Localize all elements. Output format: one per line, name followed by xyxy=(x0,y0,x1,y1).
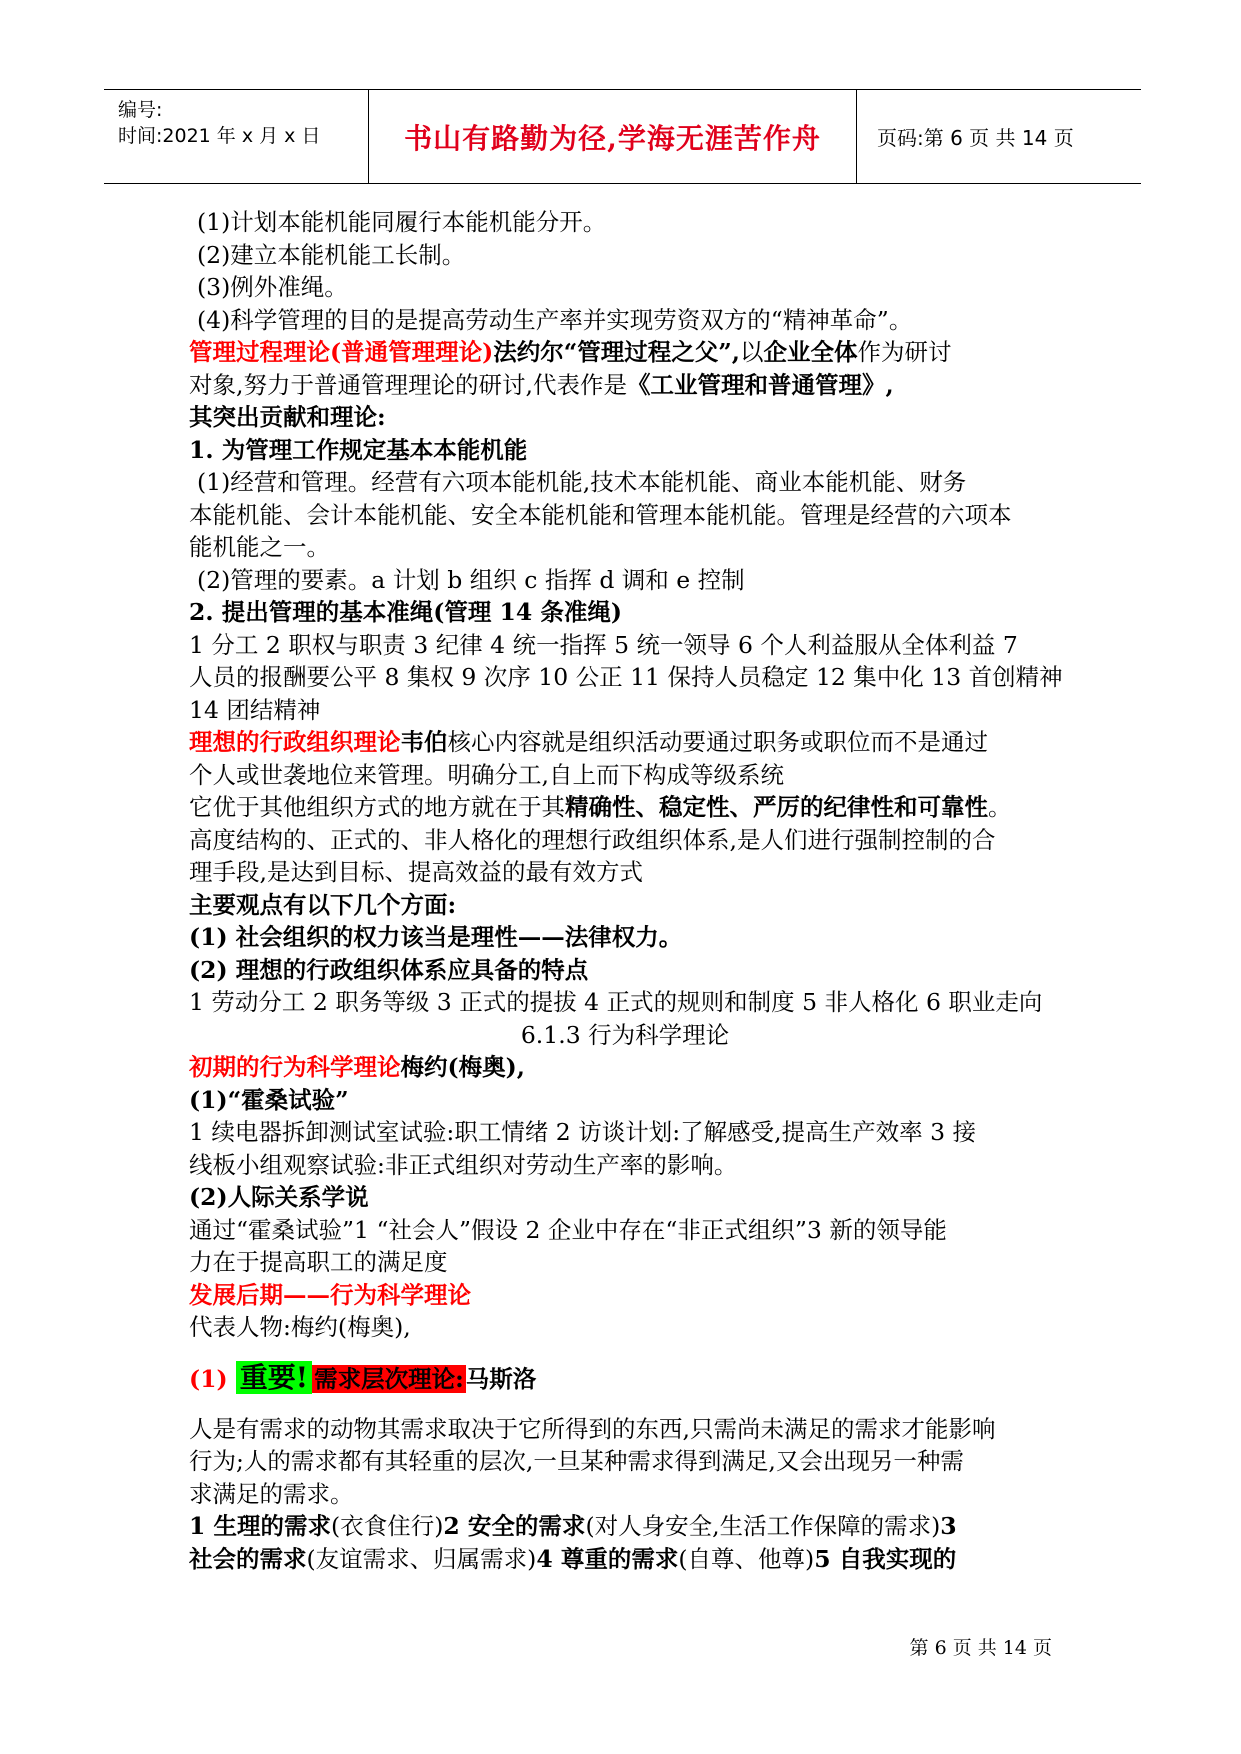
text-span: 它优于其他组织方式的地方就在于其 xyxy=(189,793,565,821)
header-meta-cell xyxy=(104,90,369,183)
spacer xyxy=(189,1344,1061,1358)
text-line xyxy=(189,1510,1061,1543)
text-line: (2)管理的要素。a 计划 b 组织 c 指挥 d 调和 e 控制 xyxy=(197,565,745,594)
text-line: 1 劳动分工 2 职务等级 3 正式的提拔 4 正式的规则和制度 5 非人格化 6 职业走向 xyxy=(189,988,1043,1016)
bold-text: 企业全体 xyxy=(763,338,858,366)
page-footer: 第 6 页 共 14 页 xyxy=(909,1637,1052,1659)
text-span: (对人身安全,生活工作保障的需求) xyxy=(585,1512,941,1540)
section-heading-early-behavioral xyxy=(189,1051,1061,1084)
text-line: 1 分工 2 职权与职责 3 纪律 4 统一指挥 5 统一领导 6 个人利益服从全体利益 7 xyxy=(189,630,1018,659)
section-heading-bureaucracy xyxy=(189,726,1061,759)
red-heading: 管理过程理论(普通管理理论) xyxy=(189,338,494,366)
bold-line: (2) 理想的行政组织体系应具备的特点 xyxy=(189,955,589,984)
bold-text: 法约尔“管理过程之父”, xyxy=(493,338,740,366)
bold-line: 1. 为管理工作规定基本本能机能 xyxy=(189,435,528,464)
text-line: 人员的报酬要公平 8 集权 9 次序 10 公正 11 保持人员稳定 12 集中化 13 首创精神 xyxy=(189,663,1063,691)
red-heading-line: 发展后期——行为科学理论 xyxy=(189,1280,471,1309)
text-line xyxy=(189,791,1061,824)
header-motto-cell xyxy=(369,90,857,183)
text-line: 人是有需求的动物其需求取决于它所得到的东西,只需尚未满足的需求才能影响 xyxy=(189,1414,996,1443)
text-line: 个人或世袭地位来管理。明确分工,自上而下构成等级系统 xyxy=(189,760,784,789)
text-line xyxy=(189,1543,1061,1576)
bold-line: (2)人际关系学说 xyxy=(189,1183,369,1211)
page-header xyxy=(104,89,1141,184)
header-page-number: 页码:第 6 页 共 14 页 xyxy=(877,126,1074,150)
text-span: (衣食住行) xyxy=(331,1512,444,1540)
text-span: (友谊需求、归属需求) xyxy=(306,1544,537,1573)
text-line xyxy=(189,369,1061,402)
text-line: 1 续电器拆卸测试室试验:职工情绪 2 访谈计划:了解感受,提高生产效率 3 接 xyxy=(189,1118,977,1146)
highlighted-heading-maslow xyxy=(189,1358,1061,1399)
text-line: 行为;人的需求都有其轻重的层次,一旦某种需求得到满足,又会出现另一种需 xyxy=(189,1447,964,1475)
bold-text: 《工业管理和普通管理》, xyxy=(626,370,894,399)
bold-text: 1 生理的需求 xyxy=(189,1512,332,1540)
bold-text: 马斯洛 xyxy=(465,1364,537,1393)
bold-text: 3 xyxy=(940,1512,957,1540)
text-line: 力在于提高职工的满足度 xyxy=(189,1248,448,1276)
bold-text: 韦伯 xyxy=(400,728,448,756)
bold-text: 社会的需求 xyxy=(189,1544,307,1573)
text-line: 通过“霍桑试验”1 “社会人”假设 2 企业中存在“非正式组织”3 新的领导能 xyxy=(189,1215,947,1244)
bold-text: 2 安全的需求 xyxy=(443,1512,586,1540)
text-line: (1)计划本能机能同履行本能机能分开。 xyxy=(197,208,607,236)
text-span: (自尊、他尊) xyxy=(678,1544,815,1573)
green-highlight: 重要! xyxy=(236,1361,312,1394)
bold-line: (1)“霍桑试验” xyxy=(189,1085,349,1114)
bold-line: 其突出贡献和理论: xyxy=(189,403,386,431)
text-line: 14 团结精神 xyxy=(189,695,321,724)
text-line: 理手段,是达到目标、提高效益的最有效方式 xyxy=(189,858,643,886)
text-line: (3)例外准绳。 xyxy=(197,273,348,301)
header-motto: 书山有路勤为径,学海无涯苦作舟 xyxy=(404,121,821,155)
bold-line: 2. 提出管理的基本准绳(管理 14 条准绳) xyxy=(189,598,623,626)
text-span: 作为研讨 xyxy=(857,338,952,366)
subsection-title: 6.1.3 行为科学理论 xyxy=(520,1020,730,1049)
text-line: (2)建立本能机能工长制。 xyxy=(197,240,466,269)
text-line: 能机能之一。 xyxy=(189,533,330,561)
section-heading-management-process xyxy=(189,336,1061,369)
header-page-cell xyxy=(857,90,1141,183)
bold-text: 精确性、稳定性、严厉的纪律性和可靠性 xyxy=(565,793,988,821)
text-span: 核心内容就是组织活动要通过职务或职位而不是通过 xyxy=(447,728,988,756)
document-body xyxy=(189,206,1061,1575)
bold-text: 4 尊重的需求 xyxy=(536,1544,679,1573)
text-line: 高度结构的、正式的、非人格化的理想行政组织体系,是人们进行强制控制的合 xyxy=(189,825,996,854)
red-heading: 初期的行为科学理论 xyxy=(189,1053,401,1081)
text-line: (4)科学管理的目的是提高劳动生产率并实现劳资双方的“精神革命”。 xyxy=(197,305,913,334)
text-line: 求满足的需求。 xyxy=(189,1479,354,1508)
spacer xyxy=(189,1399,1061,1413)
text-span: 对象,努力于普通管理理论的研讨,代表作是 xyxy=(189,370,627,399)
text-line: (1)经营和管理。经营有六项本能机能,技术本能机能、商业本能机能、财务 xyxy=(197,468,967,496)
bold-line: (1) 社会组织的权力该当是理性——法律权力。 xyxy=(189,923,683,951)
text-line: 本能机能、会计本能机能、安全本能机能和管理本能机能。管理是经营的六项本 xyxy=(189,500,1012,529)
red-highlight: 需求层次理论: xyxy=(314,1364,464,1393)
text-line: 线板小组观察试验:非正式组织对劳动生产率的影响。 xyxy=(189,1150,738,1179)
text-line: 代表人物:梅约(梅奥), xyxy=(189,1313,411,1341)
document-number-label: 编号: xyxy=(118,99,163,121)
text-span: 。 xyxy=(988,793,1012,821)
red-number: (1) xyxy=(189,1364,236,1393)
text-span: 以 xyxy=(739,338,764,366)
red-heading: 理想的行政组织理论 xyxy=(189,728,401,756)
document-time-label: 时间:2021 年 x 月 x 日 xyxy=(118,125,321,147)
bold-line: 主要观点有以下几个方面: xyxy=(189,890,457,919)
bold-text: 梅约(梅奥), xyxy=(400,1053,525,1081)
bold-text: 5 自我实现的 xyxy=(814,1544,957,1573)
